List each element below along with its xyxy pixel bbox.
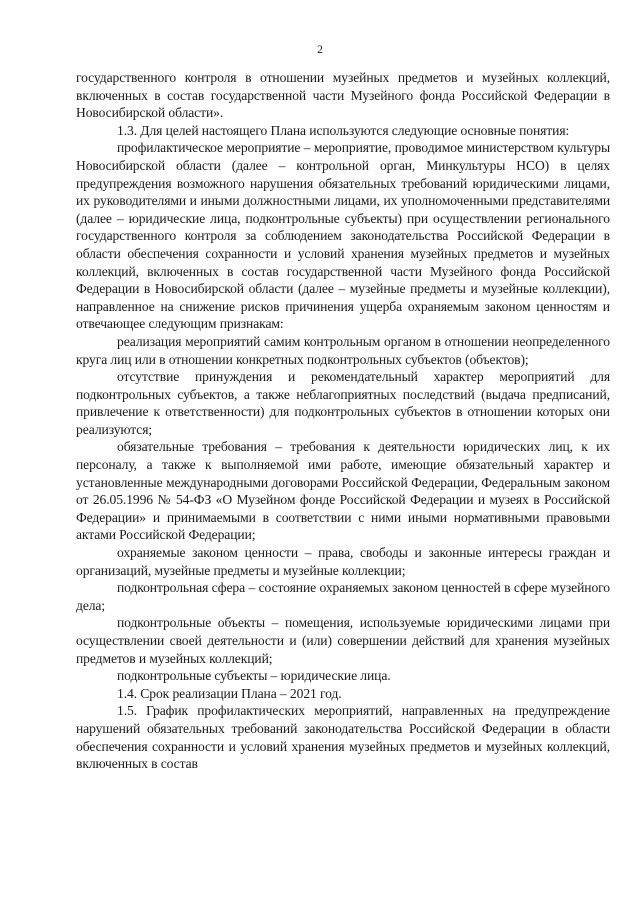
- paragraph-controlled-subjects: подконтрольные субъекты – юридические лица.: [117, 668, 391, 684]
- paragraph-protected-values: охраняемые законом ценности – права, свободы и законные интересы граждан и организаций, музейные предметы и музейные коллекции;: [76, 545, 610, 578]
- paragraph-1-5: 1.5. График профилактических мероприятий, направленных на предупреждение нарушений обязательных требований законодательства Российской Федерации в области обеспечения сохранности и условий хранения музейных предметов и музейных коллекций, включенных в состав: [76, 703, 610, 772]
- paragraph-continuation: государственного контроля в отношении музейных предметов и музейных коллекций, включенных в состав государственной части Музейного фонда Российской Федерации в Новосибирской области».: [76, 70, 610, 121]
- document-body: [76, 69, 610, 773]
- paragraph-1-4: 1.4. Срок реализации Плана – 2021 год.: [117, 685, 342, 701]
- paragraph-no-coercion: отсутствие принуждения и рекомендательный характер мероприятий для подконтрольных субъектов, а также неблагоприятных последствий (выдача предписаний, привлечение к ответственности) для подконтрольных субъектов в отношении которых они реализуются;: [76, 369, 610, 437]
- paragraph-controlled-objects: подконтрольные объекты – помещения, используемые юридическими лицами при осуществлении своей деятельности и (или) совершении действий для хранения музейных предметов и музейных коллекций;: [76, 615, 610, 666]
- paragraph-mandatory-requirements: обязательные требования – требования к деятельности юридических лиц, к их персоналу, а также к выполняемой ими работе, имеющие обязательный характер и установленные международными договорами Российской Федерации, Федеральным законом от 26.05.1996 № 54-ФЗ «О Музейном фонде Российской Федерации и музеях в Российской Федерации» и принимаемыми в соответствии с ними иными нормативными правовыми актами Российской Федерации;: [76, 439, 610, 543]
- paragraph-preventive-measure: профилактическое мероприятие – мероприятие, проводимое министерством культуры Новосибирской области (далее – контрольной орган, Минкультуры НСО) в целях предупреждения возможного нарушения обязательных требований юридическими лицами, их руководителями и иными должностными лицами, их уполномоченными представителями (далее – юридические лица, подконтрольные субъекты) при осуществлении регионального государственного контроля за соблюдением законодательства Российской Федерации в области обеспечения сохранности и условий хранения музейных предметов и музейных коллекций, включенных в состав государственной части Музейного фонда Российской Федерации в Новосибирской области (далее – музейные предметы и музейные коллекции), направленное на снижение рисков причинения ущерба охраняемым законом ценностям и отвечающее следующим признакам:: [76, 140, 610, 332]
- paragraph-controlled-sphere: подконтрольная сфера – состояние охраняемых законом ценностей в сфере музейного дела;: [76, 580, 610, 613]
- paragraph-1-3: 1.3. Для целей настоящего Плана используются следующие основные понятия:: [117, 122, 570, 138]
- paragraph-implementation: реализация мероприятий самим контрольным органом в отношении неопределенного круга лиц или в отношении конкретных подконтрольных субъектов (объектов);: [76, 333, 610, 367]
- page-number: 2: [317, 44, 323, 56]
